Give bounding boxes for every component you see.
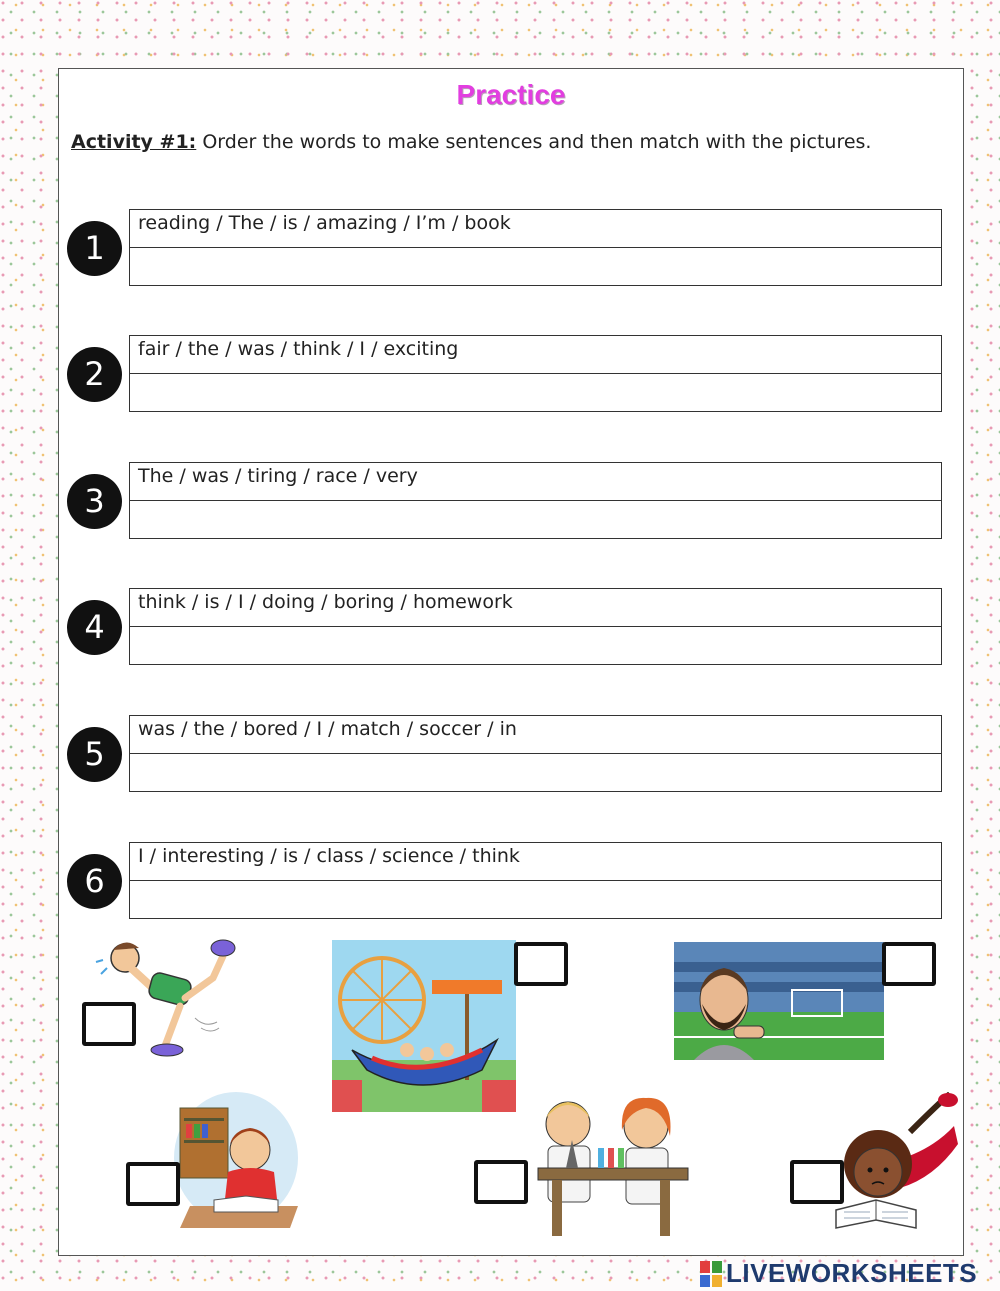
instructions: [71, 131, 871, 153]
picture-answer-box-1[interactable]: [82, 1002, 136, 1046]
picture-answer-box-3[interactable]: [882, 942, 936, 986]
scrambled-words: was / the / bored / I / match / soccer / in: [130, 716, 941, 754]
page-title: Practice: [456, 79, 566, 110]
exercise-box: [129, 588, 942, 665]
fair-picture: [332, 940, 516, 1112]
answer-input-5[interactable]: [130, 754, 941, 790]
bored-man-stadium-picture: [674, 942, 884, 1060]
exercise-number: 1: [67, 221, 122, 276]
answer-input-1[interactable]: [130, 248, 941, 284]
exercise-number: 2: [67, 347, 122, 402]
liveworksheets-logo-icon: [700, 1261, 722, 1287]
exercise-box: [129, 462, 942, 539]
picture-answer-box-6[interactable]: [790, 1160, 844, 1204]
exercise-2: [67, 335, 942, 413]
exercise-number: 5: [67, 727, 122, 782]
exercise-box: [129, 335, 942, 412]
exercise-number: 6: [67, 854, 122, 909]
answer-input-4[interactable]: [130, 627, 941, 663]
science-lab-picture: [528, 1090, 694, 1240]
girl-reading-picture: [830, 1092, 962, 1240]
activity-label: Activity #1:: [71, 131, 197, 153]
picture-answer-box-5[interactable]: [474, 1160, 528, 1204]
answer-input-3[interactable]: [130, 501, 941, 537]
instructions-text: Order the words to make sentences and then match with the pictures.: [196, 131, 872, 153]
exercise-box: [129, 209, 942, 286]
picture-answer-box-2[interactable]: [514, 942, 568, 986]
scrambled-words: reading / The / is / amazing / I’m / book: [130, 210, 941, 248]
scrambled-words: think / is / I / doing / boring / homework: [130, 589, 941, 627]
exercise-4: [67, 588, 942, 666]
scrambled-words: The / was / tiring / race / very: [130, 463, 941, 501]
picture-answer-box-4[interactable]: [126, 1162, 180, 1206]
exercise-box: [129, 715, 942, 792]
brand-text: LIVEWORKSHEETS: [726, 1258, 978, 1288]
exercise-number: 3: [67, 474, 122, 529]
liveworksheets-logo: [700, 1258, 977, 1289]
scrambled-words: I / interesting / is / class / science / think: [130, 843, 941, 881]
answer-input-6[interactable]: [130, 881, 941, 917]
boy-homework-picture: [170, 1088, 302, 1250]
exercise-6: [67, 842, 942, 920]
answer-input-2[interactable]: [130, 374, 941, 410]
exercise-box: [129, 842, 942, 919]
scrambled-words: fair / the / was / think / I / exciting: [130, 336, 941, 374]
exercise-number: 4: [67, 600, 122, 655]
exercise-5: [67, 715, 942, 793]
exercise-1: [67, 209, 942, 287]
exercise-3: [67, 462, 942, 540]
